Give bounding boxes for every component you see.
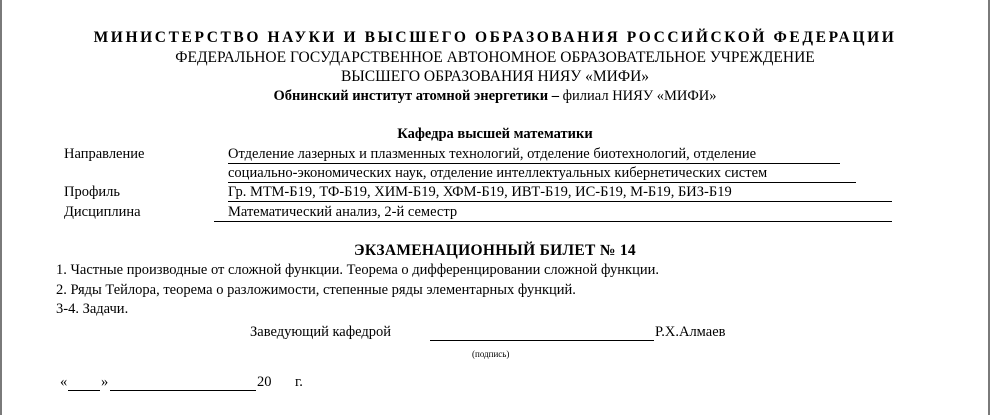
date-year-prefix: 20	[257, 374, 272, 390]
branch-line	[0, 88, 990, 105]
date-open-quote: «	[60, 374, 68, 390]
department-heading: Кафедра высшей математики	[397, 126, 593, 142]
signature-line	[430, 340, 654, 341]
ticket-title: ЭКЗАМЕНАЦИОННЫЙ БИЛЕТ № 14	[354, 242, 636, 259]
signature-name: Р.Х.Алмаев	[655, 324, 726, 340]
profile-label: Профиль	[64, 184, 120, 200]
question-1: 1. Частные производные от сложной функции. Теорема о дифференцировании сложной функции.	[56, 262, 659, 278]
date-close-quote: »	[101, 374, 109, 390]
direction-value-line-2: социально-экономических наук, отделение интеллектуальных кибернетических систем	[228, 165, 768, 181]
direction-underline-1	[228, 163, 840, 164]
signature-role: Заведующий кафедрой	[250, 324, 392, 340]
direction-value-line-1: Отделение лазерных и плазменных технологий, отделение биотехнологий, отделение	[228, 146, 757, 162]
profile-value: Гр. МТМ-Б19, ТФ-Б19, ХИМ-Б19, ХФМ-Б19, ИВТ-Б19, ИС-Б19, М-Б19, БИЗ-Б19	[228, 184, 732, 200]
question-3-4: 3-4. Задачи.	[56, 301, 129, 317]
date-year-suffix: г.	[295, 374, 303, 390]
profile-underline	[228, 201, 892, 202]
branch-affiliation: филиал НИЯУ «МИФИ»	[559, 88, 717, 104]
discipline-underline	[214, 221, 892, 222]
institution-line-2: ВЫСШЕГО ОБРАЗОВАНИЯ НИЯУ «МИФИ»	[340, 68, 650, 85]
direction-label: Направление	[64, 146, 145, 162]
branch-name: Обнинский институт атомной энергетики –	[273, 88, 560, 104]
discipline-label: Дисциплина	[64, 204, 141, 220]
date-day-line	[68, 390, 100, 391]
institution-line-1: ФЕДЕРАЛЬНОЕ ГОСУДАРСТВЕННОЕ АВТОНОМНОЕ ОБРАЗОВАТЕЛЬНОЕ УЧРЕЖДЕНИЕ	[175, 49, 815, 66]
signature-caption: (подпись)	[472, 349, 510, 359]
direction-underline-2	[228, 182, 856, 183]
question-2: 2. Ряды Тейлора, теорема о разложимости, степенные ряды элементарных функций.	[56, 282, 576, 298]
discipline-value: Математический анализ, 2-й семестр	[228, 204, 458, 220]
ministry-heading: МИНИСТЕРСТВО НАУКИ И ВЫСШЕГО ОБРАЗОВАНИЯ РОССИЙСКОЙ ФЕДЕРАЦИИ	[93, 29, 897, 46]
date-month-line	[110, 390, 256, 391]
